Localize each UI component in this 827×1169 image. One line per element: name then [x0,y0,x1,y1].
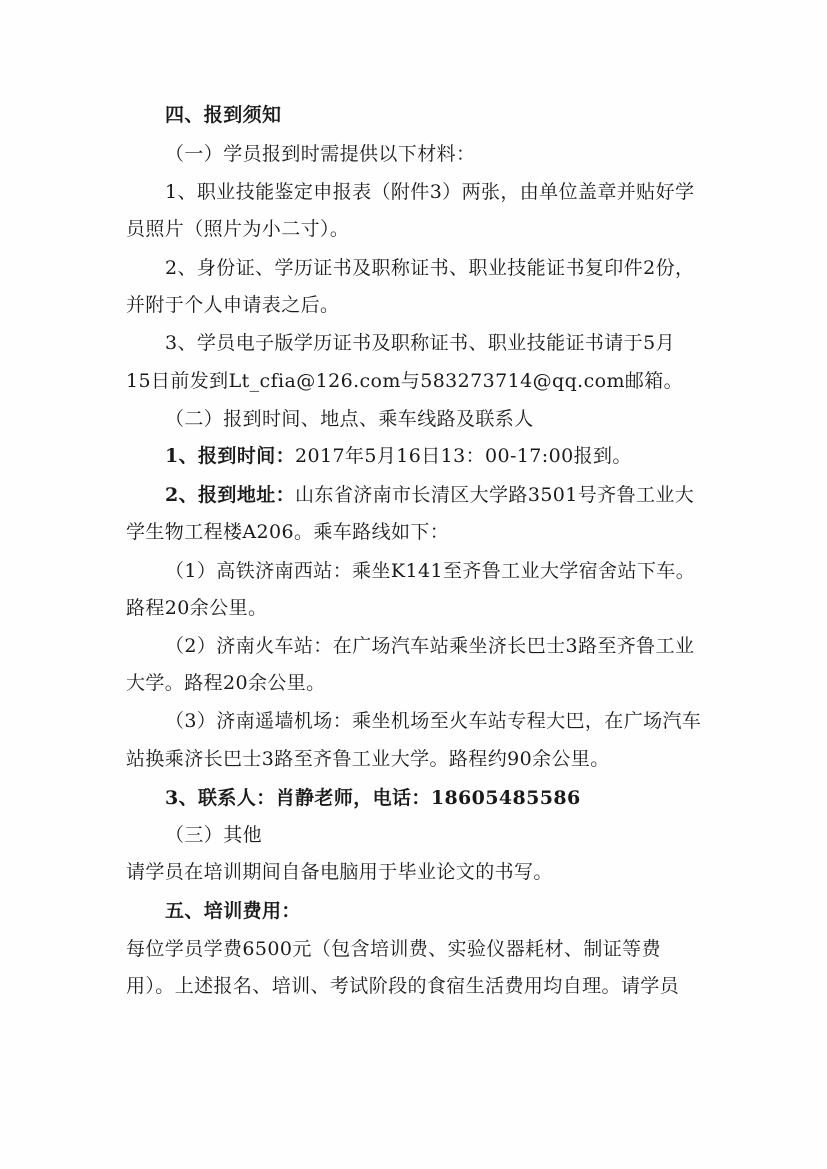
materials-item-2-line-2: 并附于个人申请表之后。 [126,294,340,316]
route-2-line-2: 大学。路程20余公里。 [126,672,326,694]
report-time [165,444,632,468]
fee-line-2: 用）。上述报名、培训、考试阶段的食宿生活费用均自理。请学员 [126,975,680,997]
report-time-value: 2017年5月16日13：00-17:00报到。 [295,445,632,467]
report-address-value: 山东省济南市长清区大学路3501号齐鲁工业大 [295,484,695,506]
section-4-heading: 四、报到须知 [165,104,282,126]
report-address-label: 2、报到地址： [165,484,296,506]
materials-item-3-line-2: 15日前发到Lt_cfia@126.com与583273714@qq.com邮箱。 [126,370,684,392]
materials-item-1-line-2: 员照片（照片为小二寸）。 [126,218,350,240]
fee-line-1: 每位学员学费6500元（包含培训费、实验仪器耗材、制证等费 [126,938,661,960]
materials-item-2-line-1: 2、身份证、学历证书及职称证书、职业技能证书复印件2份， [165,257,695,279]
other-notes: 请学员在培训期间自备电脑用于毕业论文的书写。 [126,861,553,883]
route-1-line-2: 路程20余公里。 [126,597,268,619]
route-3-line-2: 站换乘济长巴士3路至齐鲁工业大学。路程约90余公里。 [126,748,610,770]
route-2-line-1: （2）济南火车站：在广场汽车站乘坐济长巴士3路至齐鲁工业 [165,635,695,657]
materials-item-1-line-1: 1、职业技能鉴定申报表（附件3）两张，由单位盖章并贴好学 [165,181,695,203]
section-5-heading: 五、培训费用： [165,900,301,922]
subsection-2-heading: （二）报到时间、地点、乘车线路及联系人 [165,408,534,430]
contact-person: 3、联系人：肖静老师，电话：18605485586 [165,787,581,809]
subsection-1-heading: （一）学员报到时需提供以下材料： [165,143,476,165]
report-address-line-2: 学生物工程楼A206。乘车路线如下： [126,521,450,543]
report-address [165,483,694,507]
materials-item-3-line-1: 3、学员电子版学历证书及职称证书、职业技能证书请于5月 [165,332,675,354]
report-time-label: 1、报到时间： [165,445,296,467]
route-1-line-1: （1）高铁济南西站：乘坐K141至齐鲁工业大学宿舍站下车。 [165,560,696,582]
route-3-line-1: （3）济南遥墙机场：乘坐机场至火车站专程大巴，在广场汽车 [165,710,702,732]
subsection-3-heading: （三）其他 [165,824,263,846]
